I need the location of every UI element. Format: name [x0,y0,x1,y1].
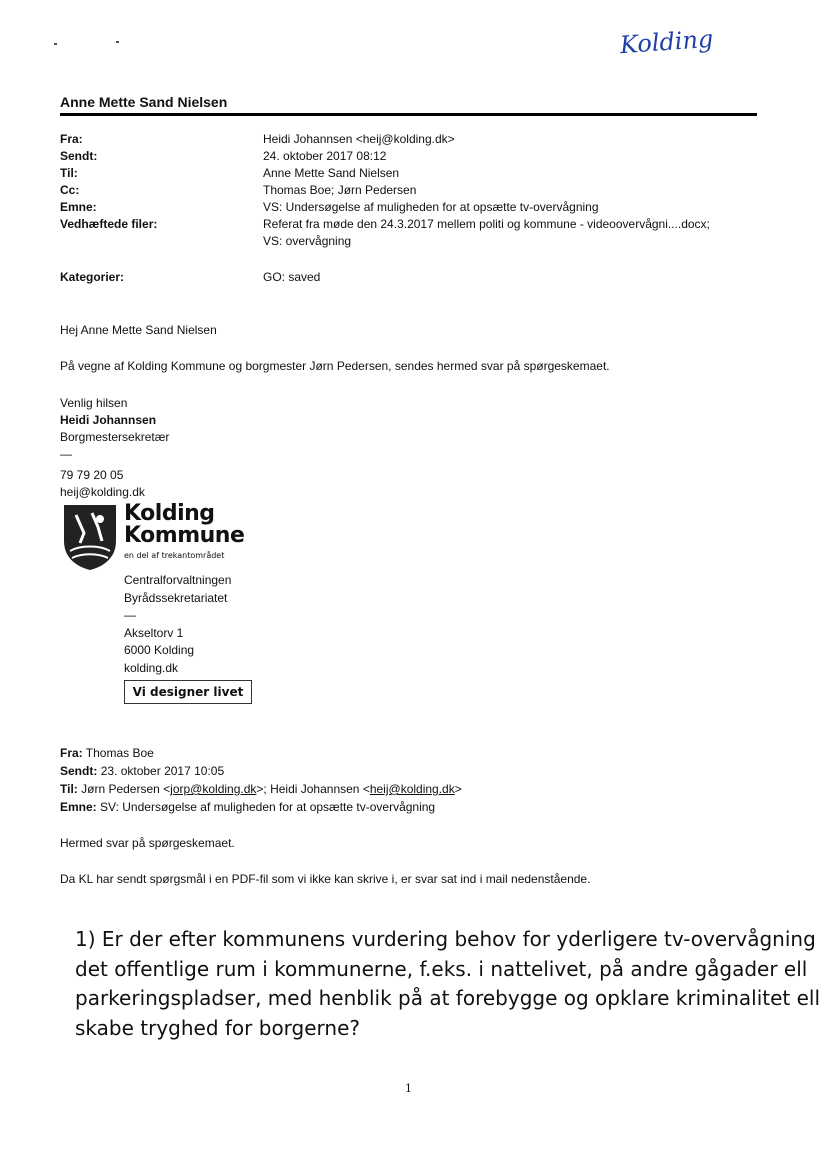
survey-question [75,925,821,1043]
header-value: Anne Mette Sand Nielsen [263,166,400,180]
forward-value: > [454,782,462,796]
address-street: Akseltorv 1 [124,626,184,640]
header-label: Cc: [60,183,80,197]
logo-tagline: en del af trekantområdet [124,551,225,560]
forward-label: Sendt: [60,764,98,778]
forward-from [60,745,154,762]
signature-phone: 79 79 20 05 [60,468,124,482]
kolding-kommune-logo [60,501,260,571]
forward-value: 23. oktober 2017 10:05 [100,764,225,778]
signature-title: Borgmestersekretær [60,430,170,444]
signature-name: Heidi Johannsen [60,413,157,427]
address-city: 6000 Kolding [124,643,195,657]
attachment-link[interactable]: Referat fra møde den 24.3.2017 mellem politi og kommune - videoovervågni....docx; [263,217,710,231]
forward-label: Emne: [60,800,97,814]
email-link[interactable]: heij@kolding.dk [369,782,455,796]
header-rule [60,113,757,116]
header-label: Sendt: [60,149,98,163]
intro-text: På vegne af Kolding Kommune og borgmester Jørn Pedersen, sendes hermed svar på spørgeskemaet. [60,359,610,373]
forward-value: >; Heidi Johannsen < [256,782,370,796]
page-number: 1 [405,1082,412,1095]
department-name: Centralforvaltningen [124,573,232,587]
question-line: det offentlige rum i kommunerne, f.eks. i nattelivet, på andre gågader ell [75,956,808,981]
forward-body-line: Da KL har sendt spørgsmål i en PDF-fil som vi ikke kan skrive i, er svar sat ind i mail nedenstående. [60,872,591,886]
logo-text-line2: Kommune [124,523,245,548]
forward-value: Jørn Pedersen < [81,782,171,796]
question-line: 1) Er der efter kommunens vurdering behov for yderligere tv-overvågning [75,927,816,951]
header-label: Til: [60,166,78,180]
header-value: VS: Undersøgelse af muligheden for at opsætte tv-overvågning [263,200,599,214]
website-link[interactable]: kolding.dk [124,661,179,675]
logo-text-line1: Kolding [124,501,215,526]
header-value: Thomas Boe; Jørn Pedersen [263,183,417,197]
signature-email[interactable]: heij@kolding.dk [60,485,145,499]
header-label: Fra: [60,132,83,146]
header-label: Emne: [60,200,97,214]
forward-body-line: Hermed svar på spørgeskemaet. [60,836,235,850]
signature-divider: — [60,447,72,461]
forward-sent [60,763,224,780]
greeting: Hej Anne Mette Sand Nielsen [60,323,217,337]
question-line: parkeringspladser, med henblik på at forebygge og opklare kriminalitet ell [75,986,821,1010]
header-label: Kategorier: [60,270,125,284]
question-line: skabe tryghed for borgerne? [75,1015,361,1040]
signature-divider: — [124,608,136,622]
department-subunit: Byrådssekretariatet [124,591,228,605]
slogan-banner: Vi designer livet [124,680,252,704]
mailbox-owner-name: Anne Mette Sand Nielsen [60,94,228,110]
header-value: GO: saved [263,270,321,284]
attachment-link[interactable]: VS: overvågning [263,234,352,248]
forward-label: Til: [60,782,78,796]
signature-closing: Venlig hilsen [60,396,128,410]
scan-speck [116,41,119,43]
scan-speck [54,43,57,45]
handwritten-note: Kolding [619,24,715,60]
email-link[interactable]: jorp@kolding.dk [170,782,257,796]
forward-label: Fra: [60,746,83,760]
forward-value: Thomas Boe [85,746,154,760]
header-value: 24. oktober 2017 08:12 [263,149,387,163]
forward-value: SV: Undersøgelse af muligheden for at opsætte tv-overvågning [100,800,436,814]
forward-to [60,781,462,798]
header-value: Heidi Johannsen <heij@kolding.dk> [263,132,455,146]
forward-subject [60,799,435,816]
header-label: Vedhæftede filer: [60,217,158,231]
coat-of-arms-icon [62,503,118,571]
